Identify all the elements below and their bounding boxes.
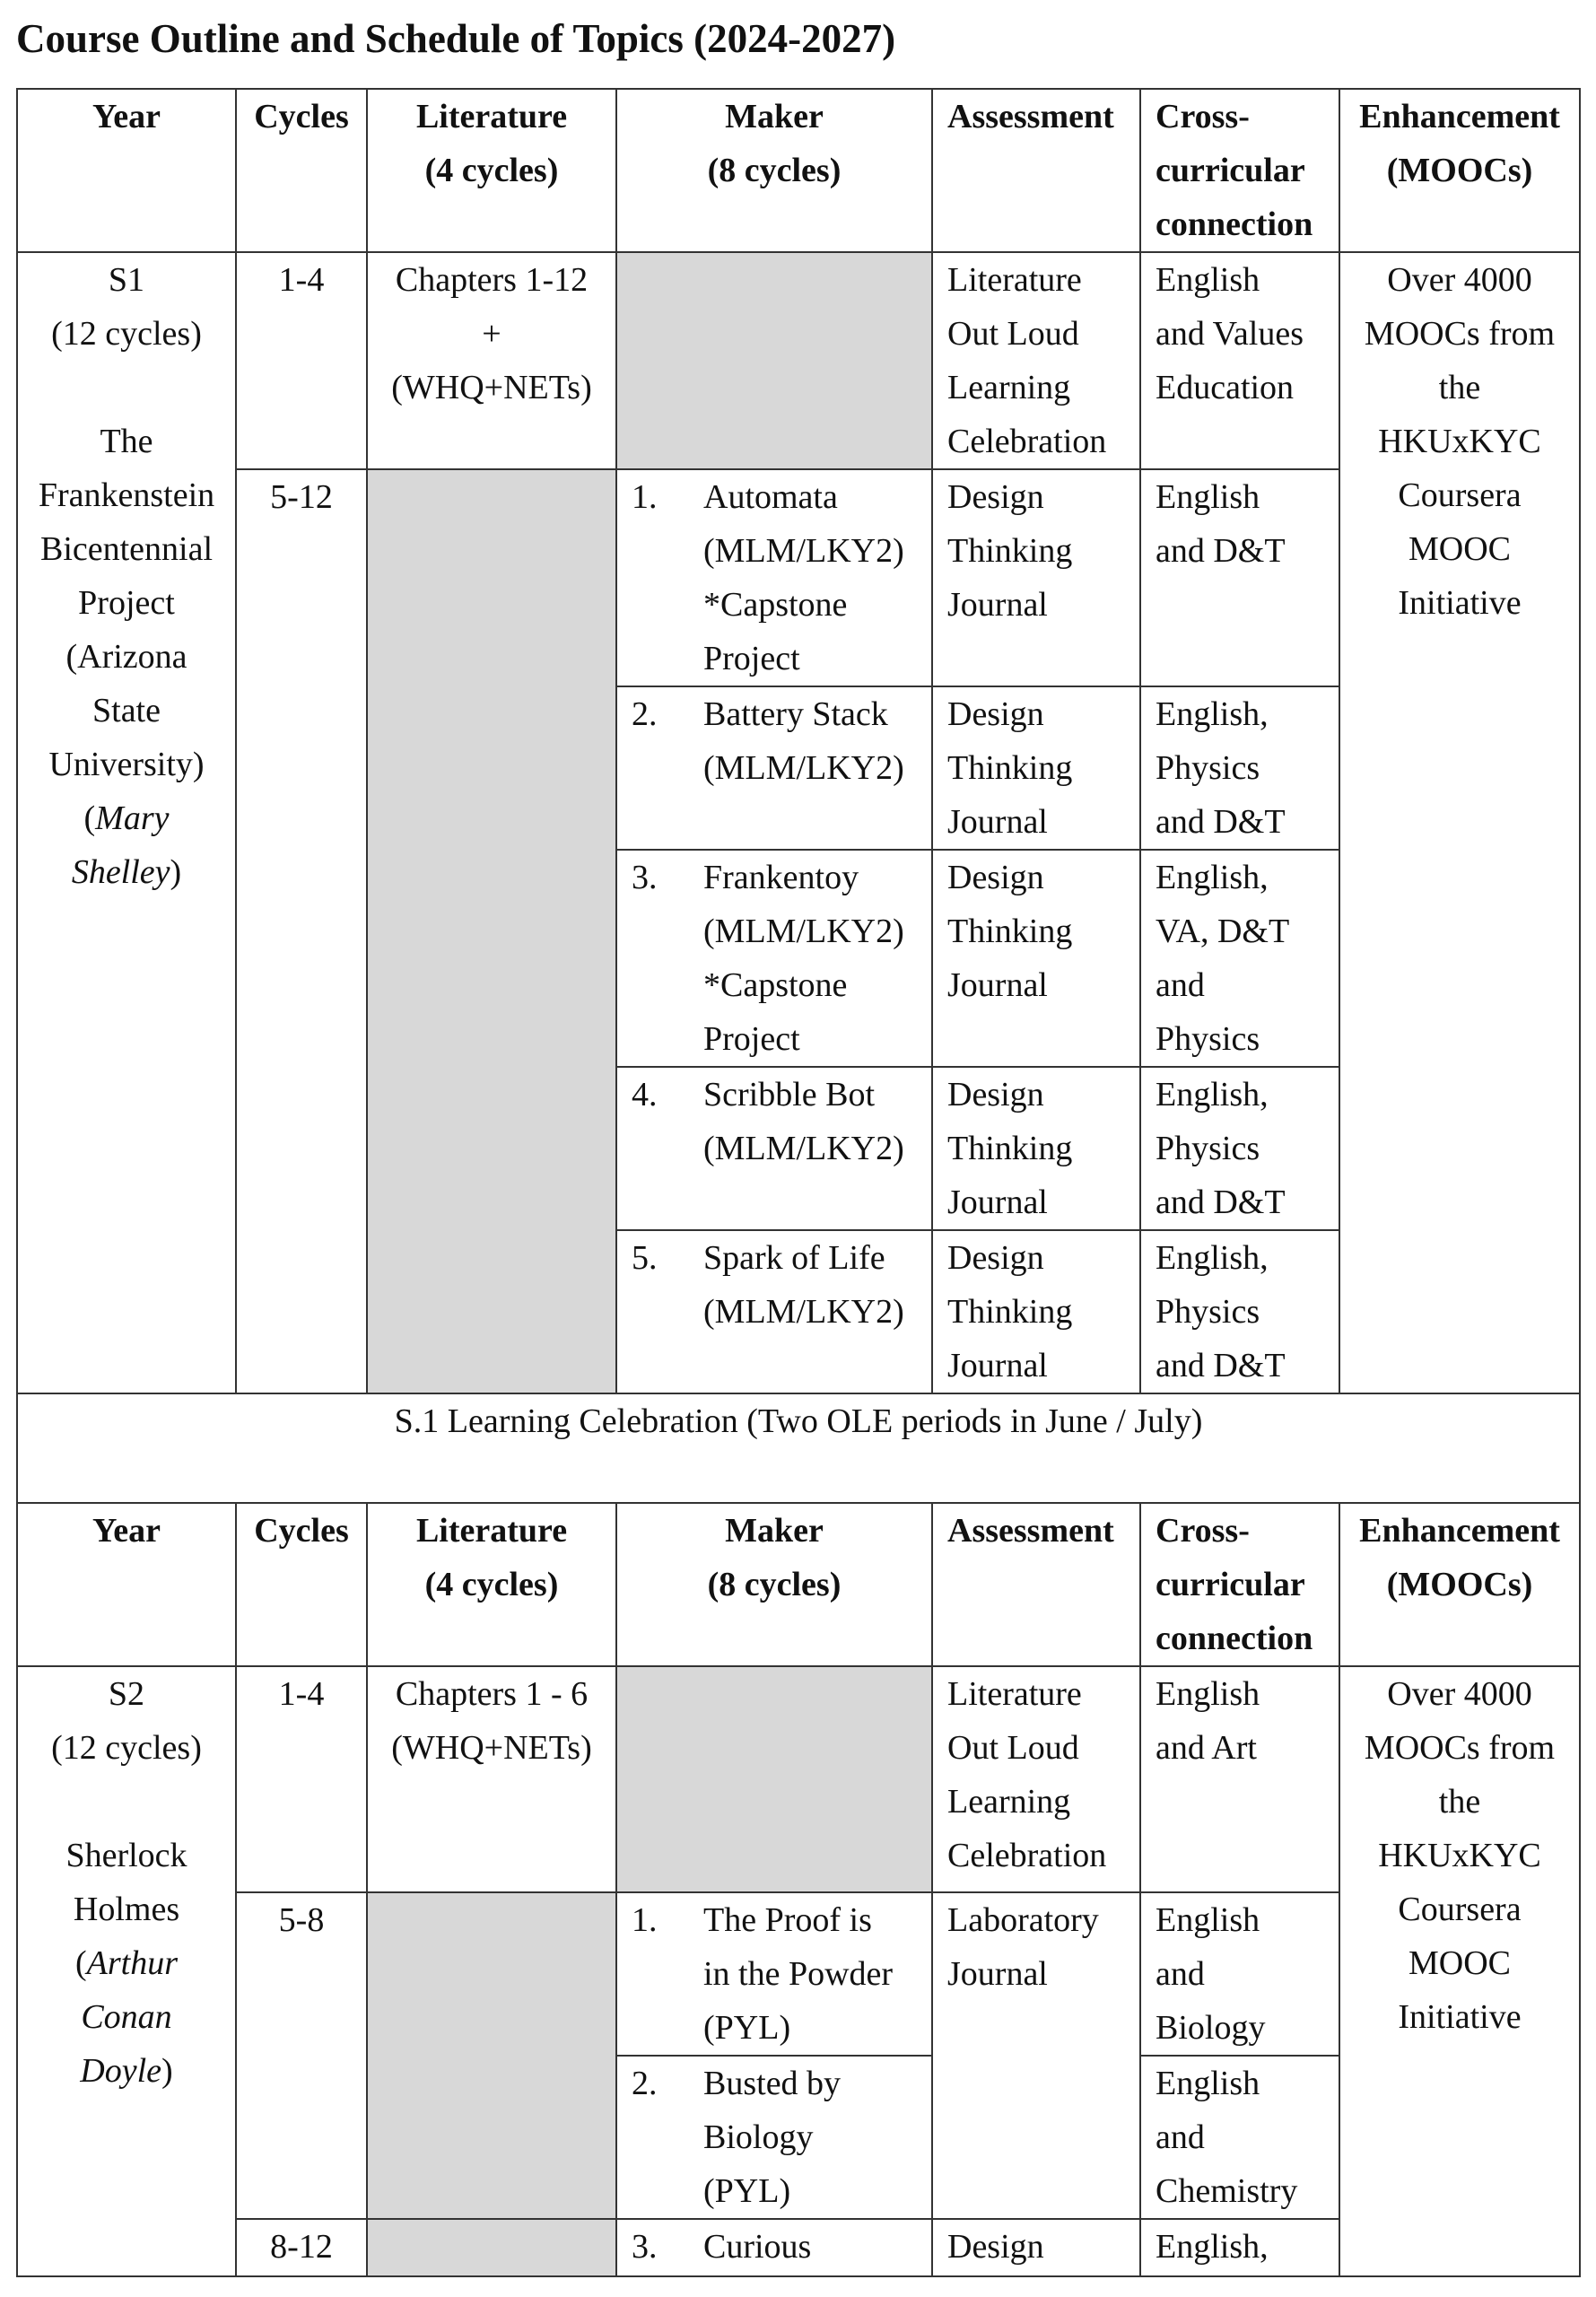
s1-literature-chapters-line: (WHQ+NETs) [391, 369, 592, 406]
header-maker [616, 1503, 932, 1666]
s1-project-connection-line: Physics [1156, 1293, 1260, 1331]
header-cycles-line: Cycles [254, 1512, 349, 1550]
s1-enhancement-line: Coursera [1398, 476, 1522, 514]
s1-project-assessment [932, 469, 1140, 686]
maker-project-name-line: (PYL) [703, 2172, 791, 2210]
s1-author-line [32, 791, 221, 845]
maker-project-name-line: *Capstone [703, 966, 848, 1004]
s2-project-connection [1140, 2056, 1339, 2219]
maker-project-number: 1. [632, 1901, 658, 1939]
s2-author-close-paren: ) [161, 2052, 173, 2090]
s1-project-assessment [932, 686, 1140, 850]
s1-literature-assessment-line: Learning [947, 369, 1071, 406]
s1-project-assessment-line: Design [947, 1076, 1044, 1114]
s2-literature-empty-b [367, 2219, 616, 2276]
s1-author-line [32, 845, 221, 899]
s2-project-line: Sherlock [65, 1837, 188, 1874]
maker-project-name-line: Frankentoy [703, 859, 859, 896]
s1-project-assessment-line: Thinking [947, 749, 1073, 787]
maker-project [632, 2220, 920, 2274]
maker-project-name [703, 2220, 920, 2274]
header-year [17, 89, 236, 252]
page-title: Course Outline and Schedule of Topics (2024-2027) [16, 16, 896, 61]
s2-enhancement-line: the [1438, 1783, 1481, 1821]
s1-project-connection [1140, 469, 1339, 686]
s1-project-connection [1140, 850, 1339, 1067]
s2-project-line: Holmes [73, 1891, 180, 1928]
s1-project-assessment [932, 1230, 1140, 1393]
maker-project-name-line: Project [703, 640, 800, 677]
s2-year-line: S2 [108, 1675, 145, 1713]
s2-author-name: Arthur [86, 1944, 178, 1982]
header-cross-curricular-line: curricular [1156, 1566, 1305, 1603]
s2-enhancement [1339, 1666, 1580, 2276]
s1-project-connection-line: Physics [1156, 1130, 1260, 1167]
s1-project-connection [1140, 1067, 1339, 1230]
s2-project-connection-line: and [1156, 2118, 1205, 2156]
s1-literature-connection-line: Education [1156, 369, 1295, 406]
maker-project-name-line: (PYL) [703, 2009, 791, 2047]
s1-literature-assessment [932, 252, 1140, 469]
header-literature-line: Literature [415, 1512, 568, 1550]
maker-project-name-line: (MLM/LKY2) [703, 1293, 904, 1331]
maker-project [632, 470, 920, 686]
header-year [17, 1503, 236, 1666]
s1-project-connection-line: English [1156, 478, 1260, 516]
s1-project-line: (Arizona [65, 638, 188, 676]
header-cross-curricular [1140, 89, 1339, 252]
s2-author-name: Doyle [80, 2052, 162, 2090]
maker-project-cell [616, 2056, 932, 2219]
s2-literature-assessment-line: Out Loud [947, 1729, 1079, 1767]
maker-project-name [703, 2057, 920, 2218]
s2-maker-empty [616, 1666, 932, 1892]
s2-enhancement-line: MOOC [1408, 1944, 1512, 1982]
s2-literature-empty [367, 1892, 616, 2219]
maker-project [632, 687, 920, 795]
s2-author-line [32, 1990, 221, 2044]
header-enhancement [1339, 89, 1580, 252]
s1-project-connection-line: English, [1156, 1239, 1269, 1277]
s1-project-connection [1140, 1230, 1339, 1393]
s1-project-connection-line: and D&T [1156, 532, 1286, 570]
maker-project-name-line: (MLM/LKY2) [703, 1130, 904, 1167]
s2-year-cell [17, 1666, 236, 2276]
maker-project-name-line: (MLM/LKY2) [703, 913, 904, 950]
header-maker-line: Maker [725, 1512, 824, 1550]
s1-literature-assessment-line: Celebration [947, 423, 1107, 460]
s1-project-assessment-line: Design [947, 478, 1044, 516]
header-assessment-line: Assessment [947, 1512, 1114, 1550]
s1-maker-cycles: 5-12 [236, 469, 367, 1393]
s1-enhancement-line: Over 4000 [1387, 261, 1532, 299]
maker-project-name [703, 1893, 920, 2055]
s1-project-assessment-line: Journal [947, 1347, 1048, 1384]
s2-projects-assessment-line: Laboratory [947, 1901, 1099, 1939]
s1-project-assessment-line: Journal [947, 1183, 1048, 1221]
maker-project-number: 1. [632, 478, 658, 516]
maker-project [632, 1893, 920, 2055]
s2-projects-assessment-line: Journal [947, 1955, 1048, 1993]
maker-project-number: 4. [632, 1076, 658, 1114]
header-literature [367, 89, 616, 252]
maker-project-name [703, 687, 920, 795]
s1-project-assessment-line: Design [947, 695, 1044, 733]
maker-project-name-line: Busted by [703, 2065, 842, 2102]
s1-project-connection [1140, 686, 1339, 850]
s1-year-line: S1 [108, 261, 145, 299]
s2-maker-cycles: 5-8 [236, 1892, 367, 2219]
s1-project-connection-line: and D&T [1156, 803, 1286, 841]
s1-project-line: Bicentennial [39, 530, 214, 568]
s1-project-line: University) [48, 746, 205, 783]
maker-project-cell [616, 469, 932, 686]
header-cycles [236, 89, 367, 252]
s1-project-assessment-line: Design [947, 1239, 1044, 1277]
maker-project-name-line: (MLM/LKY2) [703, 749, 904, 787]
maker-project-cell [616, 2219, 932, 2276]
maker-project-number: 2. [632, 695, 658, 733]
maker-project-cell [616, 850, 932, 1067]
header-cross-curricular-line: connection [1156, 1620, 1313, 1657]
s2-enhancement-line: Coursera [1398, 1891, 1522, 1928]
header-enhancement-line: Enhancement [1359, 1512, 1560, 1550]
s2-project-connection [1140, 1892, 1339, 2056]
s1-literature-row [17, 252, 1580, 469]
s2-author-line [32, 1936, 221, 1990]
header-cross-curricular-line: Cross- [1156, 1512, 1250, 1550]
s2-literature-connection [1140, 1666, 1339, 1892]
header-cycles-line: Cycles [254, 98, 349, 135]
s1-year-cell [17, 252, 236, 1393]
s2-project-connection-line: Biology [1156, 2009, 1266, 2047]
s2-literature-connection-line: English [1156, 1675, 1260, 1713]
s2-literature-chapters-line: Chapters 1 - 6 [395, 1675, 589, 1713]
maker-project-cell [616, 1067, 932, 1230]
s2-literature-assessment-line: Celebration [947, 1837, 1107, 1874]
celebration-row [17, 1393, 1580, 1503]
header-enhancement [1339, 1503, 1580, 1666]
maker-project-name-line: (MLM/LKY2) [703, 532, 904, 570]
maker-project [632, 1068, 920, 1175]
s2-projects-assessment [932, 1892, 1140, 2219]
maker-project-cell [616, 686, 932, 850]
s1-project-assessment-line: Design [947, 859, 1044, 896]
s1-project-connection-line: VA, D&T [1156, 913, 1290, 950]
s2-literature-cycles: 1-4 [236, 1666, 367, 1892]
s1-project-line: Frankenstein [38, 476, 215, 514]
s2-literature-assessment [932, 1666, 1140, 1892]
header-enhancement-line: Enhancement [1359, 98, 1560, 135]
s2-project-assessment-line: Design [947, 2228, 1044, 2266]
s2-project-connection [1140, 2219, 1339, 2276]
maker-project-name-line: in the Powder [703, 1955, 894, 1993]
s1-literature-assessment-line: Out Loud [947, 315, 1079, 353]
s2-literature-row [17, 1666, 1580, 1892]
maker-project-cell [616, 1892, 932, 2056]
s2-project-connection-line: English, [1156, 2228, 1269, 2266]
s1-author-open-paren: ( [83, 799, 96, 837]
maker-project-number: 3. [632, 2228, 658, 2266]
s1-project-connection-line: and [1156, 966, 1205, 1004]
s1-author-name: Shelley [71, 853, 170, 891]
s1-project-connection-line: English, [1156, 695, 1269, 733]
maker-project-name-line: Biology [703, 2118, 814, 2156]
table-body [17, 89, 1580, 2276]
maker-project-number: 3. [632, 859, 658, 896]
s1-project-connection-line: and D&T [1156, 1183, 1286, 1221]
s2-literature-chapters-line: (WHQ+NETs) [391, 1729, 592, 1767]
header-assessment-line: Assessment [947, 98, 1114, 135]
maker-project-name-line: The Proof is [703, 1901, 872, 1939]
maker-project [632, 2057, 920, 2218]
s1-enhancement-line: the [1438, 369, 1481, 406]
s2-literature-chapters [367, 1666, 616, 1892]
s1-project-connection-line: and D&T [1156, 1347, 1286, 1384]
maker-project-name-line: Automata [703, 478, 838, 516]
s1-year-line: (12 cycles) [51, 315, 202, 353]
spacer [32, 361, 221, 415]
s1-project-assessment-line: Thinking [947, 1293, 1073, 1331]
s1-maker-empty [616, 252, 932, 469]
s2-literature-connection-line: and Art [1156, 1729, 1257, 1767]
header-enhancement-line: (MOOCs) [1386, 152, 1533, 189]
s1-project-line: State [92, 692, 161, 729]
header-maker [616, 89, 932, 252]
maker-project-name-line: *Capstone [703, 586, 848, 624]
s1-project-assessment-line: Thinking [947, 532, 1073, 570]
header-row-s1 [17, 89, 1580, 252]
header-cycles [236, 1503, 367, 1666]
s1-project-connection-line: Physics [1156, 1020, 1260, 1058]
celebration-banner: S.1 Learning Celebration (Two OLE periods in June / July) [17, 1393, 1580, 1503]
spacer [32, 1775, 221, 1829]
s2-maker-cycles-b: 8-12 [236, 2219, 367, 2276]
s2-enhancement-line: Over 4000 [1387, 1675, 1532, 1713]
header-year-line: Year [92, 98, 161, 135]
s2-project-connection-line: and [1156, 1955, 1205, 1993]
s2-project-connection-line: English [1156, 2065, 1260, 2102]
course-outline-table [16, 88, 1581, 2277]
s2-year-line: (12 cycles) [51, 1729, 202, 1767]
header-cross-curricular-line: connection [1156, 205, 1313, 243]
s1-enhancement-line: MOOC [1408, 530, 1512, 568]
maker-project-name-line: Project [703, 1020, 800, 1058]
s2-project-connection-line: English [1156, 1901, 1260, 1939]
maker-project-name [703, 1231, 920, 1339]
s1-enhancement-line: HKUxKYC [1378, 423, 1541, 460]
header-literature-line: Literature [415, 98, 568, 135]
s1-enhancement [1339, 252, 1580, 1393]
s2-author-name: Conan [81, 1998, 172, 2036]
s1-project-assessment-line: Thinking [947, 913, 1073, 950]
header-assessment [932, 89, 1140, 252]
s2-enhancement-line: Initiative [1398, 1998, 1522, 2036]
header-cross-curricular-line: curricular [1156, 152, 1305, 189]
s1-literature-connection-line: and Values [1156, 315, 1304, 353]
s1-author-close-paren: ) [170, 853, 182, 891]
s2-literature-assessment-line: Literature [947, 1675, 1082, 1713]
s1-project-line: Project [78, 584, 175, 622]
s2-author-open-paren: ( [74, 1944, 87, 1982]
s2-project-connection-line: Chemistry [1156, 2172, 1298, 2210]
header-cross-curricular-line: Cross- [1156, 98, 1250, 135]
s1-literature-cycles: 1-4 [236, 252, 367, 469]
s1-literature-empty [367, 469, 616, 1393]
header-maker-line: (8 cycles) [707, 152, 842, 189]
s1-project-line: The [100, 423, 153, 460]
s1-project-assessment-line: Journal [947, 586, 1048, 624]
s1-project-connection-line: English, [1156, 1076, 1269, 1114]
s1-project-connection-line: Physics [1156, 749, 1260, 787]
s1-literature-chapters-line: + [482, 315, 501, 353]
s1-project-assessment-line: Journal [947, 966, 1048, 1004]
maker-project-name [703, 851, 920, 1066]
header-enhancement-line: (MOOCs) [1386, 1566, 1533, 1603]
s1-literature-chapters [367, 252, 616, 469]
header-literature-line: (4 cycles) [424, 152, 559, 189]
header-maker-line: Maker [725, 98, 824, 135]
s1-project-assessment [932, 1067, 1140, 1230]
s1-literature-chapters-line: Chapters 1-12 [395, 261, 589, 299]
maker-project-name-line: Curious [703, 2228, 812, 2266]
s1-author-name: Mary [95, 799, 170, 837]
header-literature [367, 1503, 616, 1666]
maker-project-name-line: Spark of Life [703, 1239, 885, 1277]
s1-project-assessment [932, 850, 1140, 1067]
header-row-s2 [17, 1503, 1580, 1666]
s2-enhancement-line: MOOCs from [1364, 1729, 1556, 1767]
s1-project-assessment-line: Journal [947, 803, 1048, 841]
header-assessment [932, 1503, 1140, 1666]
header-literature-line: (4 cycles) [424, 1566, 559, 1603]
s1-enhancement-line: Initiative [1398, 584, 1522, 622]
maker-project-number: 2. [632, 2065, 658, 2102]
maker-project-name-line: Scribble Bot [703, 1076, 876, 1114]
maker-project-name [703, 1068, 920, 1175]
header-cross-curricular [1140, 1503, 1339, 1666]
maker-project [632, 1231, 920, 1339]
maker-project-cell [616, 1230, 932, 1393]
s1-literature-connection [1140, 252, 1339, 469]
maker-project [632, 851, 920, 1066]
s1-literature-connection-line: English [1156, 261, 1260, 299]
s2-enhancement-line: HKUxKYC [1378, 1837, 1541, 1874]
s1-literature-assessment-line: Literature [947, 261, 1082, 299]
s1-project-assessment-line: Thinking [947, 1130, 1073, 1167]
s2-literature-assessment-line: Learning [947, 1783, 1071, 1821]
header-year-line: Year [92, 1512, 161, 1550]
header-maker-line: (8 cycles) [707, 1566, 842, 1603]
maker-project-name [703, 470, 920, 686]
s2-author-line [32, 2044, 221, 2098]
maker-project-number: 5. [632, 1239, 658, 1277]
s2-project-assessment [932, 2219, 1140, 2276]
maker-project-name-line: Battery Stack [703, 695, 888, 733]
s1-project-connection-line: English, [1156, 859, 1269, 896]
s1-enhancement-line: MOOCs from [1364, 315, 1556, 353]
